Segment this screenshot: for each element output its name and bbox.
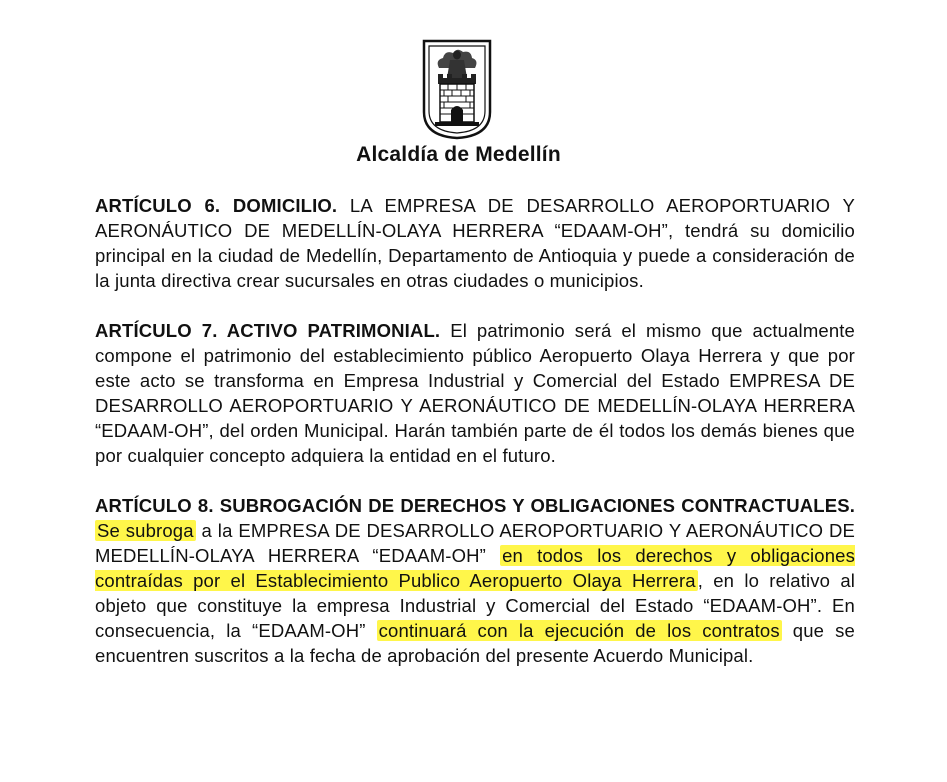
article-8-text-1: a la EMPRESA DE DESARROLLO AEROPORTUARIO Y AERONÁUTICO DE MEDELLÍN-OLAYA HERRERA “EDAAM-OH”: [95, 520, 855, 566]
article-7: [95, 318, 855, 468]
article-6: [95, 193, 855, 293]
highlight-subroga: Se subroga: [97, 520, 194, 541]
article-8-text-2: , en lo relativo al objeto que constituye la empresa Industrial y Comercial del Estado “EDAAM-OH”. En consecuencia, la “EDAAM-OH”: [95, 570, 856, 641]
article-8-text-3: que se encuentren suscritos a la fecha de aprobación del presente Acuerdo Municipal.: [95, 620, 855, 666]
article-7-title: ARTÍCULO 7. ACTIVO PATRIMONIAL.: [95, 320, 441, 341]
article-7-text: El patrimonio será el mismo que actualmente compone el patrimonio del establecimiento público Aeropuerto Olaya Herrera y que por este acto se transforma en Empresa Industrial y Comercial del Estado EMPRESA DE DESARROLLO AEROPORTUARIO Y AERONÁUTICO DE MEDELLÍN-OLAYA HERRERA “EDAAM-OH”, del orden Municipal. Harán también parte de él todos los demás bienes que por cualquier concepto adquiera la entidad en el futuro.: [95, 320, 855, 466]
document-body: [95, 193, 855, 668]
organization-name: Alcaldía de Medellín: [356, 143, 561, 166]
article-8: [95, 493, 855, 668]
medellin-coat-of-arms-icon: [421, 38, 493, 140]
article-6-text: LA EMPRESA DE DESARROLLO AEROPORTUARIO Y AERONÁUTICO DE MEDELLÍN-OLAYA HERRERA “EDAAM-OH”, tendrá su domicilio principal en la ciudad de Medellín, Departamento de Antioquia y puede a consideración de la junta directiva crear sucursales en otras ciudades o municipios.: [95, 195, 855, 291]
document-header: [0, 0, 947, 175]
article-6-title: ARTÍCULO 6. DOMICILIO.: [95, 195, 338, 216]
highlight-ejecucion-contratos: continuará con la ejecución de los contratos: [378, 620, 780, 641]
article-8-title: ARTÍCULO 8. SUBROGACIÓN DE DERECHOS Y OBLIGACIONES CONTRACTUALES.: [95, 495, 855, 516]
highlight-derechos-obligaciones: en todos los derechos y obligaciones contraídas por el Establecimiento Publico Aeropuerto Olaya Herrera: [95, 545, 855, 591]
